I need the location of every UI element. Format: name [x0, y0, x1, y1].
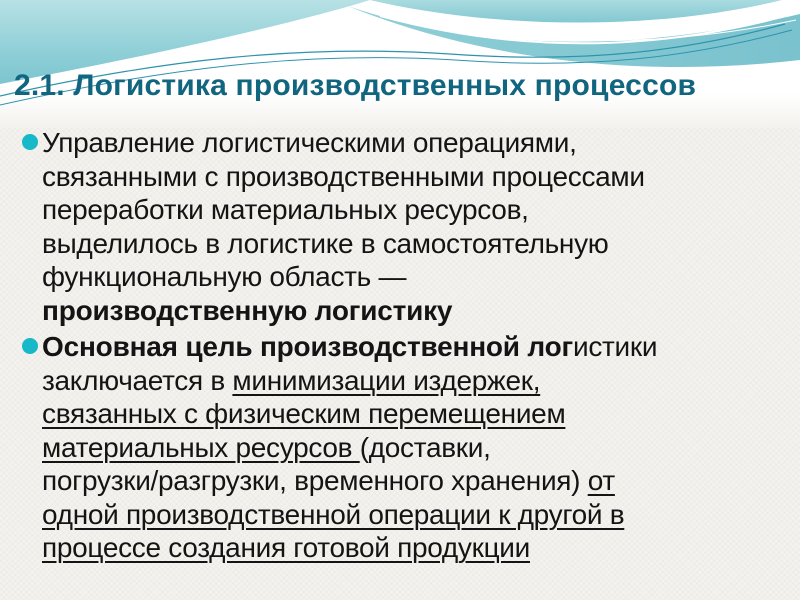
bullet-marker-icon: [22, 134, 38, 150]
text-run: минимизации издержек,: [232, 364, 541, 396]
text-run: связанных с физическим перемещением: [42, 398, 566, 429]
text-run: материальных ресурсов: [42, 431, 360, 463]
bullet-line: [42, 464, 792, 498]
bullet-text: [42, 330, 792, 565]
text-run: истики: [572, 331, 658, 362]
text-run: процессе создания готовой продукции: [42, 532, 530, 563]
bullet-item: [22, 330, 792, 565]
text-run: Управление логистическими операциями,: [42, 127, 577, 158]
text-run: переработки материальных ресурсов,: [42, 194, 529, 225]
bullet-marker-icon: [22, 338, 38, 354]
text-run: функциональную область —: [42, 261, 407, 292]
bullet-line: [42, 193, 792, 227]
text-run: заключается в: [42, 364, 233, 396]
text-run: производственную логистику: [42, 294, 453, 326]
bullet-line: [42, 126, 792, 160]
text-run: (доставки,: [359, 431, 491, 463]
bullet-line: [42, 294, 792, 328]
wave-graphic: [0, 0, 800, 128]
header-wave-decoration: [0, 0, 800, 128]
bullet-text: [42, 126, 792, 327]
bullet-line: [42, 364, 792, 398]
text-run: погрузки/разгрузки, временного хранения): [42, 465, 588, 496]
bullet-list: [22, 126, 792, 565]
slide-title: 2.1. Логистика производственных процессов: [14, 69, 697, 102]
text-run: от: [587, 465, 615, 496]
bullet-line: [42, 160, 792, 194]
bullet-line: [42, 260, 792, 294]
wave-field-top-right: [370, 0, 782, 23]
bullet-line: [42, 227, 792, 261]
text-run: выделилось в логистике в самостоятельную: [42, 227, 609, 259]
bullet-item: [22, 126, 792, 327]
bullet-line: [42, 531, 792, 565]
bullet-line: [42, 397, 792, 431]
bullet-line: [42, 498, 792, 532]
bullet-line: [42, 431, 792, 465]
bullet-line: [42, 330, 792, 364]
text-run: Основная цель производственной лог: [42, 331, 573, 362]
text-run: связанными с производственными процессами: [42, 160, 645, 192]
text-run: одной производственной операции к другой в: [42, 498, 625, 530]
